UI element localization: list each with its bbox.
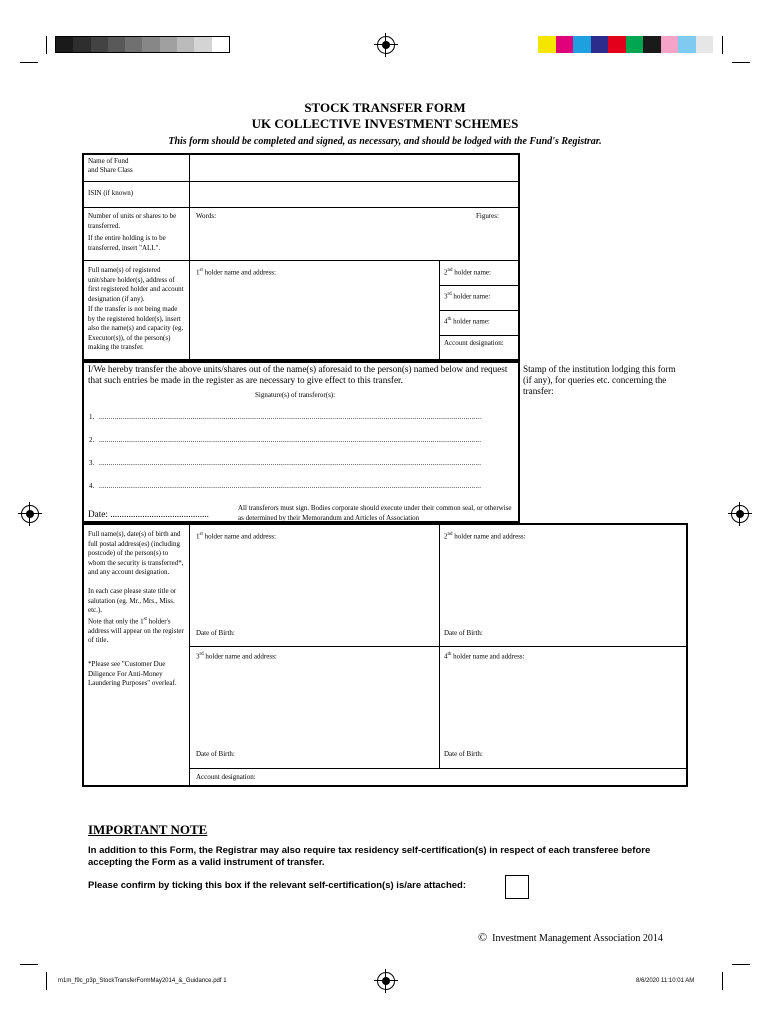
date-field[interactable]: Date: ........................................... — [88, 509, 209, 519]
crop-mark — [20, 62, 38, 63]
registration-mark-icon — [377, 972, 395, 990]
color-swatch — [556, 36, 574, 53]
color-swatch — [608, 36, 626, 53]
holder-note: If the transfer is not being made by the registered holder(s), insert also the name(s) and capacity (eg. Executor(s)), of the person(s) making the transfer. — [88, 305, 184, 351]
stamp-label: Stamp of the institution lodging this form (if any), for queries etc. concerning the transfer: — [523, 364, 676, 396]
holder1-field[interactable] — [191, 275, 437, 359]
isin-field[interactable] — [191, 183, 517, 206]
stamp-area[interactable] — [522, 400, 688, 520]
holder-label: Full name(s) of registered unit/share holder(s), address of first registered holder and account designation (if any). — [88, 266, 184, 303]
gray-swatch — [125, 37, 142, 52]
color-swatch — [573, 36, 591, 53]
transferee-account-designation[interactable]: Account designation: — [196, 773, 256, 781]
gray-swatch — [108, 37, 125, 52]
color-swatch — [626, 36, 644, 53]
gray-swatch — [194, 37, 211, 52]
color-bar — [538, 36, 713, 53]
signatures-label: Signature(s) of transferor(s): — [255, 391, 336, 399]
fund-name-label: Name of Fund — [88, 157, 129, 165]
signature-line-3[interactable]: .................................................................................................................................................................................................... — [99, 459, 482, 467]
important-note-title: IMPORTANT NOTE — [88, 822, 208, 837]
form-subtitle: This form should be completed and signed, as necessary, and should be lodged with the Fund's Registrar. — [168, 136, 602, 147]
transferee2-field[interactable] — [441, 541, 686, 626]
account-designation-label: Account designation: — [444, 339, 504, 347]
gray-swatch — [73, 37, 90, 52]
color-swatch — [591, 36, 609, 53]
figures-label: Figures: — [476, 212, 499, 220]
copyright-icon: © — [478, 930, 488, 944]
signature-number: 1. — [89, 413, 95, 421]
holder1-label: 1st holder name and address: — [196, 268, 276, 277]
fund-name-field[interactable] — [191, 156, 517, 180]
signature-number: 3. — [89, 459, 95, 467]
crop-mark — [732, 964, 750, 965]
signature-line-1[interactable]: .................................................................................................................................................................................................... — [99, 413, 482, 421]
crop-mark — [46, 972, 47, 990]
footer-timestamp: 8/6/2020 11:10:01 AM — [636, 978, 695, 984]
transferee4-label: 4th holder name and address: — [444, 652, 525, 661]
footer-filename: m1m_f9c_p3p_StockTransferFormMay2014_&_Guidance.pdf 1 — [58, 978, 227, 984]
signature-line-4[interactable]: .................................................................................................................................................................................................... — [99, 482, 482, 490]
units-note: If the entire holding is to be transferred, insert "ALL". — [88, 234, 166, 252]
transferee-label: Full name(s), date(s) of birth and full postal address(es) (including postcode) of the person(s) to whom the security is transferred*, and any account designation. — [88, 530, 184, 576]
signature-number: 2. — [89, 436, 95, 444]
units-words-field[interactable] — [191, 209, 441, 259]
color-swatch — [538, 36, 556, 53]
form-title-line2: UK COLLECTIVE INVESTMENT SCHEMES — [251, 116, 519, 131]
transferee3-label: 3rd holder name and address: — [196, 652, 277, 661]
crop-mark — [722, 36, 723, 54]
gray-swatch — [91, 37, 108, 52]
crop-mark — [732, 62, 750, 63]
gray-swatch — [177, 37, 194, 52]
copyright: © Investment Management Association 2014 — [478, 930, 663, 944]
holder4-label: 4th holder name: — [444, 317, 490, 326]
units-figures-field[interactable] — [445, 209, 517, 259]
transferee4-dob-label[interactable]: Date of Birth: — [444, 750, 483, 758]
gray-swatch — [212, 37, 229, 52]
self-certification-checkbox[interactable] — [505, 875, 529, 899]
transferee2-dob-label[interactable]: Date of Birth: — [444, 629, 483, 637]
gray-swatch — [160, 37, 177, 52]
color-swatch — [661, 36, 679, 53]
isin-label: ISIN (if known) — [88, 189, 134, 197]
form-title: STOCK TRANSFER FORM — [304, 100, 466, 115]
crop-mark — [722, 972, 723, 990]
registration-mark-icon — [377, 36, 395, 54]
address-note: Note that only the 1st holder's address will appear on the register of title. — [88, 617, 184, 645]
registration-mark-icon — [21, 505, 39, 523]
color-swatch — [643, 36, 661, 53]
important-note-text: In addition to this Form, the Registrar may also require tax residency self-certification(s) in respect of each transferee before accepting the Form as a valid instrument of transfer. — [88, 845, 651, 868]
holder2-label: 2nd holder name: — [444, 268, 491, 277]
transferee1-dob-label[interactable]: Date of Birth: — [196, 629, 235, 637]
transferors-note: All transferors must sign. Bodies corporate should execute under their common seal, or otherwise as determined by their Memorandum and Articles of Association — [238, 504, 512, 522]
share-class-label: and Share Class — [88, 166, 133, 174]
transferee3-field[interactable] — [191, 661, 437, 746]
due-diligence-note: *Please see "Customer Due Diligence For Anti-Money Laundering Purposes" overleaf. — [88, 660, 177, 687]
title-note: In each case please state title or salutation (eg. Mr., Mrs., Miss. etc.). — [88, 587, 177, 614]
confirm-text: Please confirm by ticking this box if the relevant self-certification(s) is/are attached: — [88, 880, 466, 891]
signature-number: 4. — [89, 482, 95, 490]
holder3-label: 3rd holder name: — [444, 292, 491, 301]
grayscale-bar — [55, 36, 230, 53]
words-label: Words: — [196, 212, 217, 220]
gray-swatch — [142, 37, 159, 52]
transferee1-field[interactable] — [191, 541, 437, 626]
transferee2-label: 2nd holder name and address: — [444, 532, 526, 541]
units-label: Number of units or shares to be transferred. — [88, 212, 177, 230]
color-swatch — [678, 36, 696, 53]
transferee1-label: 1st holder name and address: — [196, 532, 276, 541]
transferee3-dob-label[interactable]: Date of Birth: — [196, 750, 235, 758]
gray-swatch — [56, 37, 73, 52]
crop-mark — [20, 964, 38, 965]
signature-line-2[interactable]: .................................................................................................................................................................................................... — [99, 436, 482, 444]
crop-mark — [46, 36, 47, 54]
transferee4-field[interactable] — [441, 661, 686, 746]
registration-mark-icon — [731, 505, 749, 523]
color-swatch — [696, 36, 714, 53]
declaration-text: I/We hereby transfer the above units/shares out of the name(s) aforesaid to the person(s) named below and request that such entries be made in the register as are necessary to give effect to this transfer. — [88, 364, 508, 385]
